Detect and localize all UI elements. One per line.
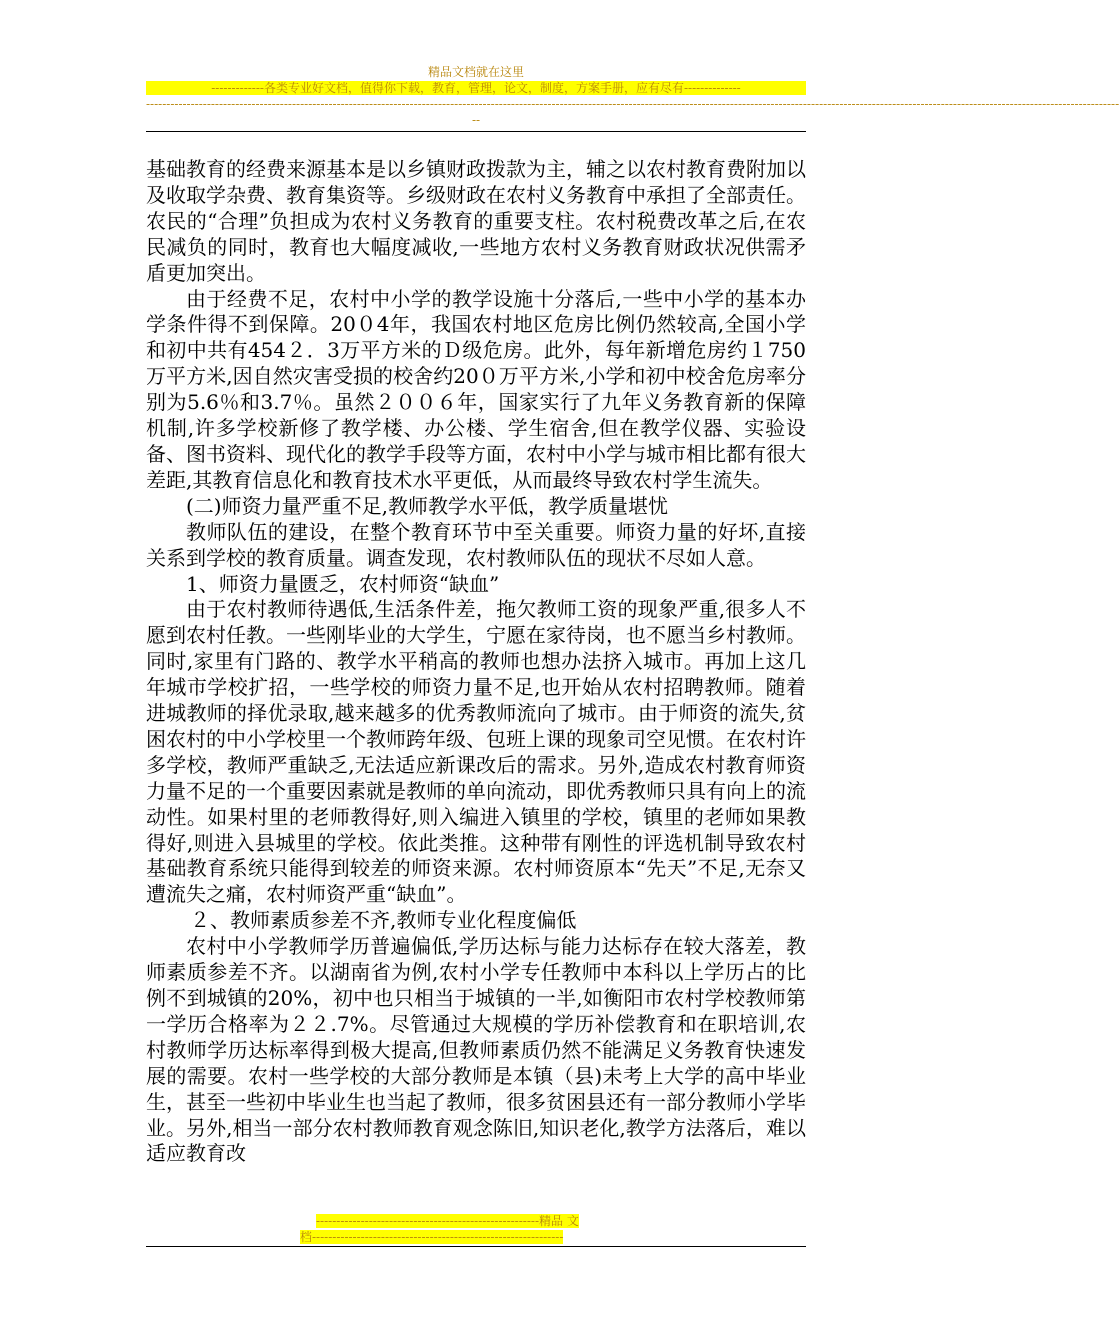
- paragraph-facilities: 由于经费不足，农村中小学的教学设施十分落后,一些中小学的基本办学条件得不到保障。20０4年，我国农村地区危房比例仍然较高,全国小学和初中共有454２．3万平方米的Ｄ级危房。此外，每年新增危房约１750万平方米,因自然灾害受损的校舍约20０万平方米,小学和初中校舍危房率分别为5.6％和3.7％。虽然２００６年，国家实行了九年义务教育新的保障机制,许多学校新修了教学楼、办公楼、学生宿舍,但在教学仪器、实验设备、图书资料、现代化的教学手段等方面，农村中小学与城市相比都有很大差距,其教育信息化和教育技术水平更低，从而最终导致农村学生流失。: [146, 286, 806, 492]
- paragraph-quality: 农村中小学教师学历普遍偏低,学历达标与能力达标存在较大落差，教师素质参差不齐。以湖南省为例,农村小学专任教师中本科以上学历占的比例不到城镇的20%，初中也只相当于城镇的一半,如衡阳市农村学校教师第一学历合格率为２２.7%。尽管通过大规模的学历补偿教育和在职培训,农村教师学历达标率得到极大提高,但教师素质仍然不能满足义务教育快速发展的需要。农村一些学校的大部分教师是本镇（县)未考上大学的高中毕业生，甚至一些初中毕业生也当起了教师，很多贫困县还有一部分教师小学毕业。另外,相当一部分农村教师教育观念陈旧,知识老化,教学方法落后，难以适应教育改: [146, 934, 806, 1166]
- footer-line-2: 档--------------------------------------------------------------: [300, 1230, 564, 1244]
- header-title: 精品文档就在这里: [427, 65, 524, 79]
- footer-rule: [146, 1246, 806, 1247]
- footer-line-1: -------------------------------------------------------精品 文: [316, 1214, 579, 1228]
- section-heading-teachers: (二)师资力量严重不足,教师教学水平低，教学质量堪忧: [186, 493, 668, 518]
- header-dashes-end: --: [471, 113, 481, 127]
- header-rule: [146, 131, 806, 132]
- paragraph-shortage: 由于农村教师待遇低,生活条件差，拖欠教师工资的现象严重,很多人不愿到农村任教。一些刚毕业的大学生，宁愿在家待岗，也不愿当乡村教师。同时,家里有门路的、教学水平稍高的教师也想办法挤入城市。再加上这几年城市学校扩招，一些学校的师资力量不足,也开始从农村招聘教师。随着进城教师的择优录取,越来越多的优秀教师流向了城市。由于师资的流失,贫困农村的中小学校里一个教师跨年级、包班上课的现象司空见惯。在农村许多学校，教师严重缺乏,无法适应新课改后的需求。另外,造成农村教育师资力量不足的一个重要因素就是教师的单向流动，即优秀教师只具有向上的流动性。如果村里的老师教得好,则入编进入镇里的学校，镇里的老师如果教得好,则进入县城里的学校。依此类推。这种带有刚性的评选机制导致农村基础教育系统只能得到较差的师资来源。农村师资原本“先天”不足,无奈又遭流失之痛，农村师资严重“缺血”。: [146, 597, 806, 907]
- header-dashes: ------------------------------------------------------------------------------------------------------------------------------------------------------------------------------------------------------------------------------------------------: [146, 97, 1119, 111]
- subheading-shortage: 1、师资力量匮乏，农村师资“缺血”: [186, 571, 500, 596]
- document-body: [146, 157, 806, 1167]
- header-tagline: -------------各类专业好文档，值得你下载，教育，管理，论文，制度，方案手册，应有尽有--------------: [146, 81, 806, 95]
- subheading-quality: ２、教师素质参差不齐,教师专业化程度偏低: [190, 908, 577, 933]
- paragraph-funding: 基础教育的经费来源基本是以乡镇财政拨款为主，辅之以农村教育费附加以及收取学杂费、教育集资等。乡级财政在农村义务教育中承担了全部责任。农民的“合理”负担成为农村义务教育的重要支柱。农村税费改革之后,在农民减负的同时，教育也大幅度减收,一些地方农村义务教育财政状况供需矛盾更加突出。: [146, 157, 806, 285]
- paragraph-teacher-team: 教师队伍的建设，在整个教育环节中至关重要。师资力量的好坏,直接关系到学校的教育质量。调查发现，农村教师队伍的现状不尽如人意。: [146, 519, 806, 570]
